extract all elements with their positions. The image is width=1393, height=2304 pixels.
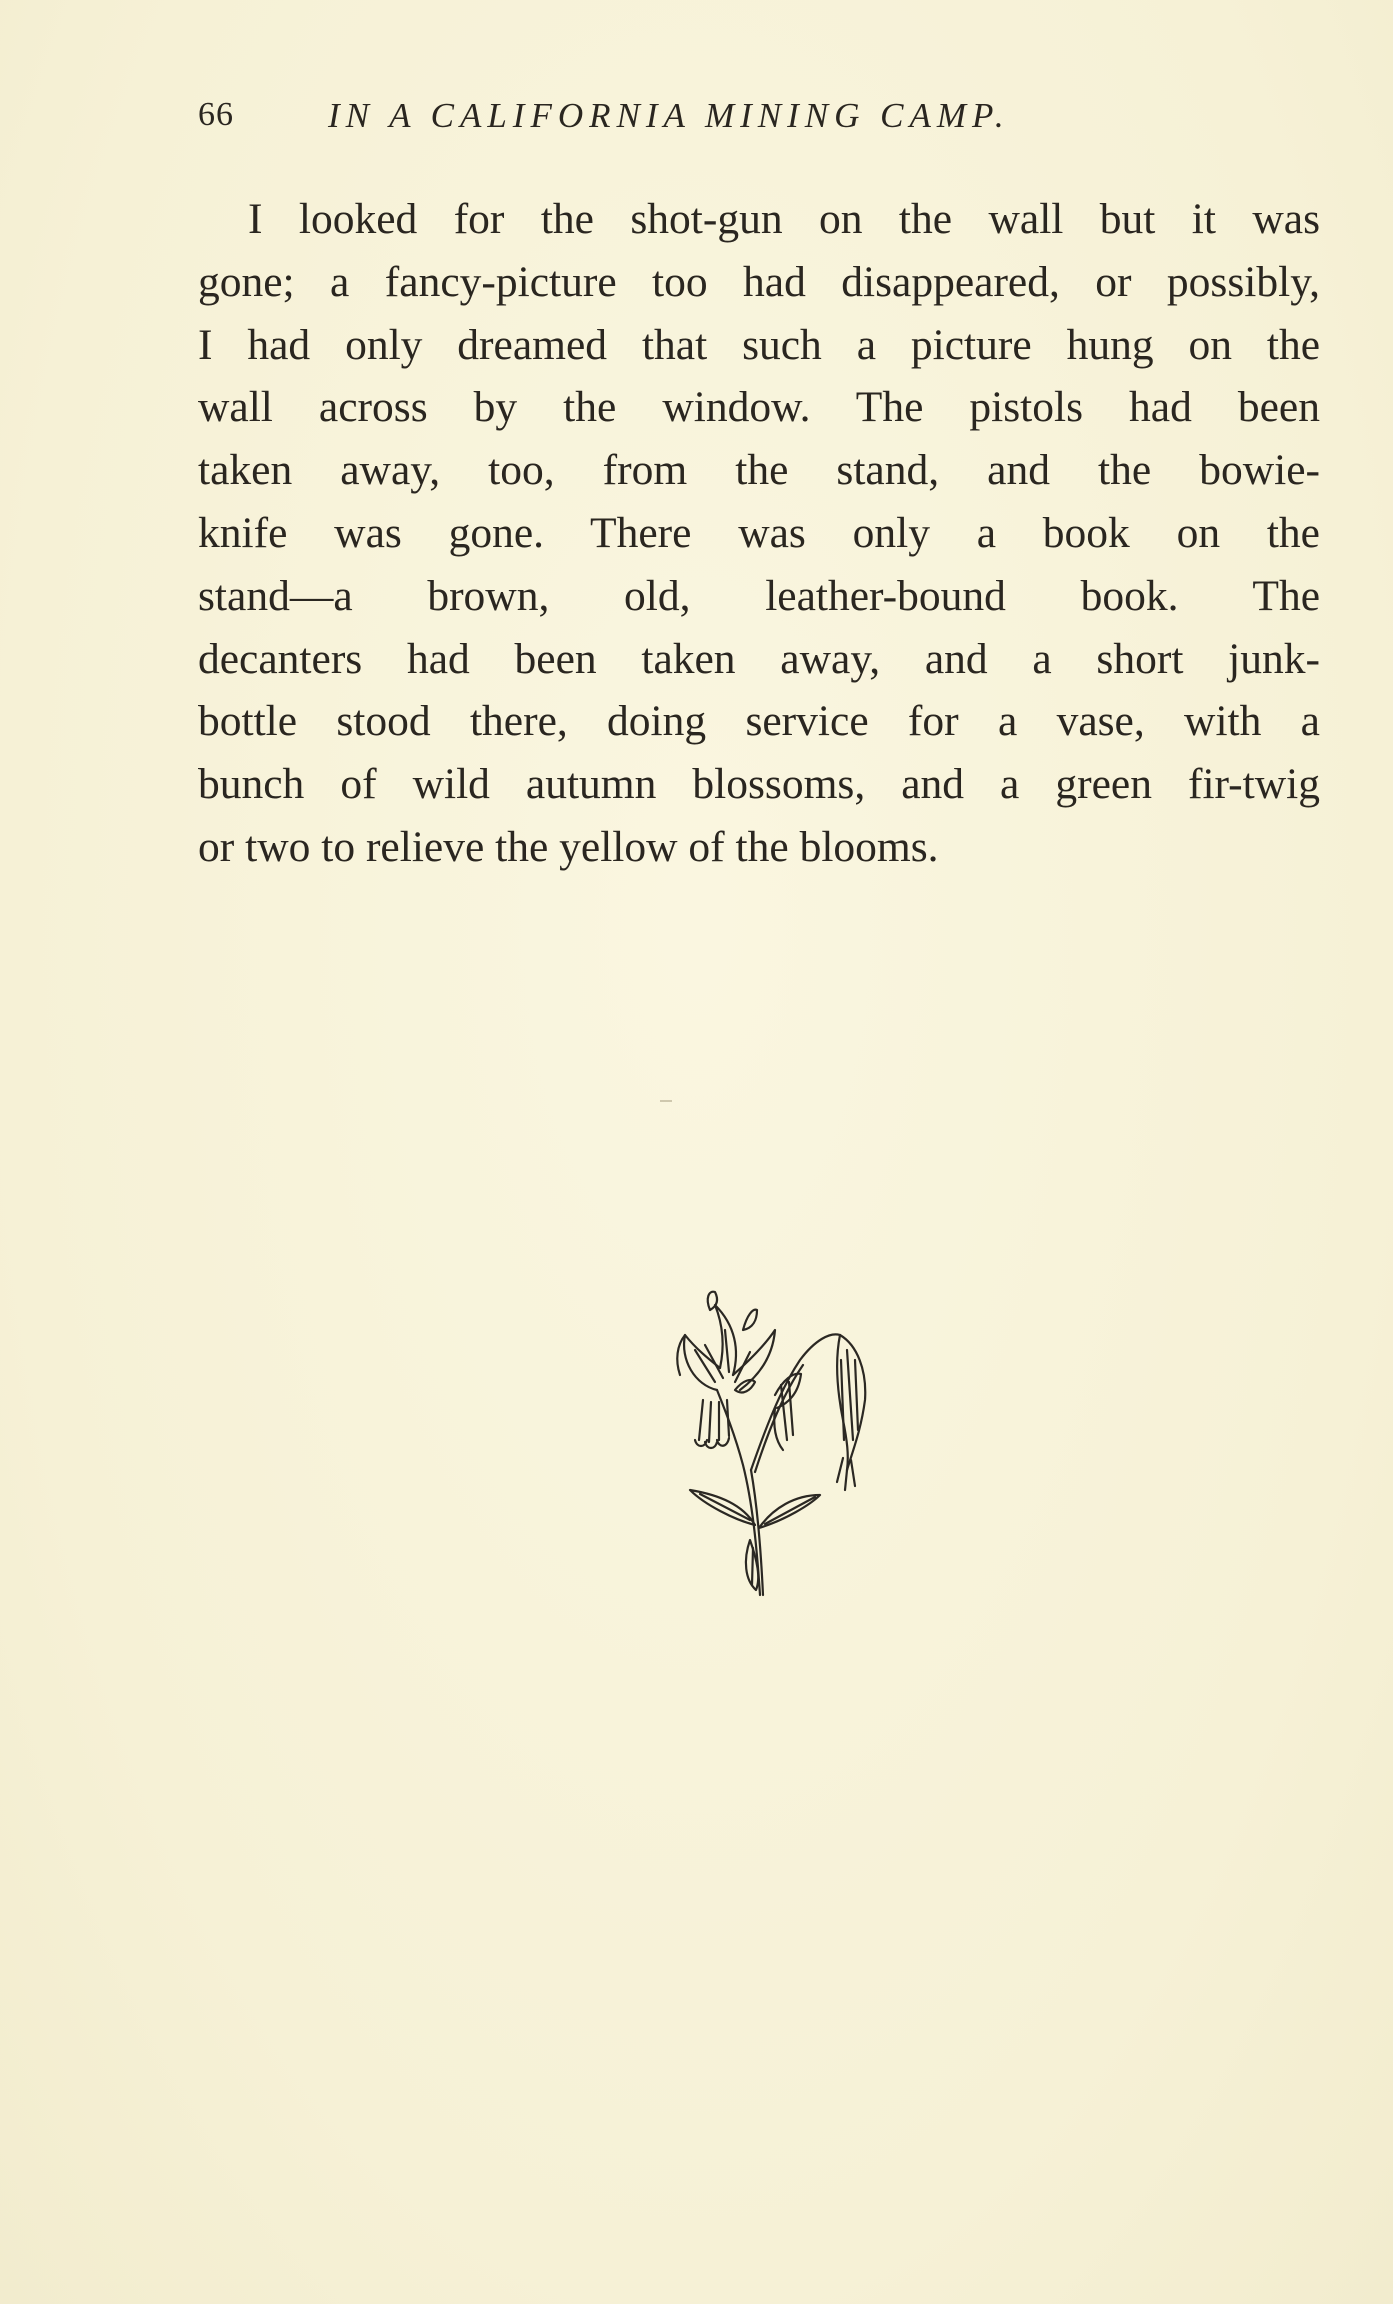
- text-line: bottle stood there, doing service for a vase, with a: [198, 697, 1320, 746]
- text-line: bunch of wild autumn blossoms, and a green fir-twig: [198, 760, 1320, 809]
- body-paragraph: [198, 188, 1320, 879]
- text-line: taken away, too, from the stand, and the bowie-: [198, 446, 1320, 495]
- text-line: knife was gone. There was only a book on the: [198, 508, 1320, 557]
- text-line: stand—a brown, old, leather-bound book. The: [198, 571, 1320, 620]
- text-line: wall across by the window. The pistols had been: [198, 383, 1320, 432]
- running-title: IN A CALIFORNIA MINING CAMP.: [328, 96, 1010, 135]
- stray-ink-mark: [660, 1100, 672, 1102]
- text-line: I looked for the shot-gun on the wall but it was: [248, 195, 1320, 243]
- lily-flower-engraving-icon: [625, 1290, 895, 1600]
- page-header: [198, 96, 1218, 146]
- text-line: decanters had been taken away, and a short junk-: [198, 634, 1320, 683]
- text-line: I had only dreamed that such a picture hung on the: [198, 320, 1320, 369]
- text-line: or two to relieve the yellow of the blooms.: [198, 822, 939, 871]
- text-line: gone; a fancy-picture too had disappeared, or possibly,: [198, 257, 1320, 306]
- page-number: 66: [198, 96, 234, 133]
